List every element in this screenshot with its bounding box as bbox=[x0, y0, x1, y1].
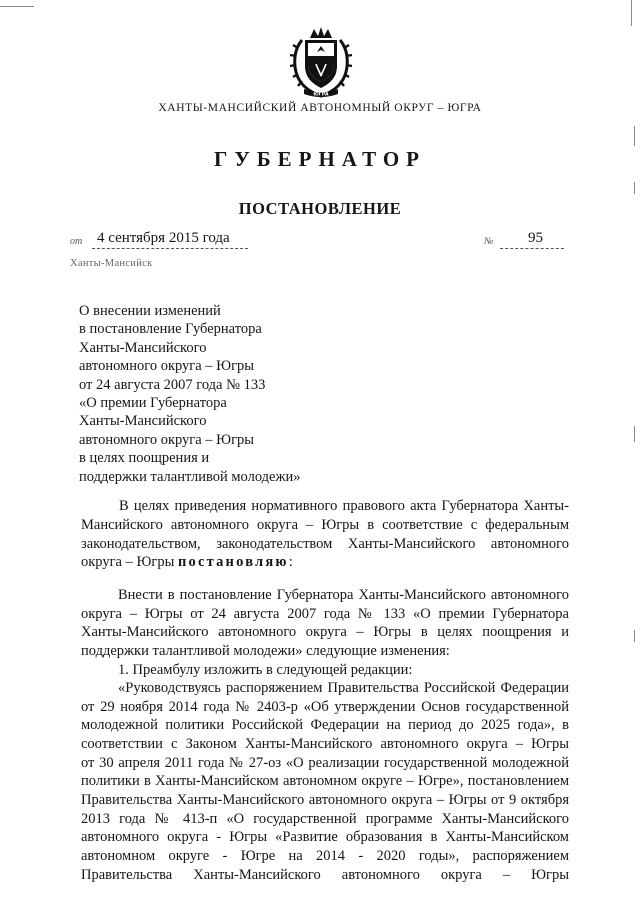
coat-of-arms-emblem bbox=[288, 26, 354, 100]
number-prefix: № bbox=[484, 236, 494, 247]
document-type: ПОСТАНОВЛЕНИЕ bbox=[238, 199, 402, 218]
emblem-ribbon-text: ЮГРА bbox=[313, 92, 329, 98]
scan-mark bbox=[631, 0, 632, 26]
body-line: поддержки талантливой молодежи» следующие изменения: bbox=[81, 642, 450, 659]
subject-line: Ханты-Мансийского bbox=[79, 339, 207, 356]
preamble-paragraph bbox=[81, 497, 569, 572]
preamble-text: В целях приведения нормативного правового акта Губернатора Ханты-Мансийского автономного округа – Югры в соответствие с федеральным законодательством, законодательством Ханты-Мансийского автономного округа – Югры bbox=[81, 498, 569, 571]
decree-subject bbox=[79, 302, 379, 486]
region-name: ХАНТЫ-МАНСИЙСКИЙ АВТОНОМНЫЙ ОКРУГ – ЮГРА bbox=[158, 102, 482, 114]
body-line: 1. Преамбулу изложить в следующей редакции: bbox=[118, 661, 413, 678]
subject-line: в постановление Губернатора bbox=[79, 321, 262, 338]
body-line: «Руководствуясь распоряжением Правительства Российской Федерации bbox=[118, 680, 569, 697]
subject-line: Ханты-Мансийского bbox=[79, 413, 207, 430]
date-prefix: от bbox=[70, 236, 83, 247]
subject-line: от 24 августа 2007 года № 133 bbox=[79, 376, 266, 393]
subject-line: О внесении изменений bbox=[79, 303, 221, 319]
body-line: Правительства Ханты-Мансийского автономного округа – Югры от 9 октября bbox=[81, 792, 569, 809]
scan-mark bbox=[634, 182, 635, 194]
body-line: от 30 апреля 2011 года № 27-оз «О реализации государственной молодежной bbox=[81, 754, 569, 771]
body-line: автономного округа - Югры «Развитие образования в Ханты-Мансийском bbox=[81, 829, 569, 846]
body-line: молодежной политики Российской Федерации на период до 2025 года», в bbox=[81, 717, 569, 734]
decree-date: 4 сентября 2015 года bbox=[97, 230, 230, 246]
subject-line: в целях поощрения и bbox=[79, 450, 210, 467]
body-line: Внести в постановление Губернатора Ханты-Мансийского автономного bbox=[118, 587, 569, 603]
body-line: округа – Югры от 24 августа 2007 года № 133 «О премии Губернатора bbox=[81, 605, 569, 622]
scan-mark bbox=[634, 426, 635, 442]
body-line: автономном округе - Югре на 2014 - 2020 годы», распоряжением bbox=[81, 847, 569, 864]
decree-body bbox=[81, 586, 569, 884]
number-underline bbox=[500, 248, 564, 249]
city-name: Ханты-Мансийск bbox=[70, 258, 153, 269]
body-line: политики в Ханты-Мансийском автономном округе – Югре», постановлением bbox=[81, 773, 569, 790]
authority-title: ГУБЕРНАТОР bbox=[213, 147, 427, 171]
body-line: 2013 года № 413-п «О государственной программе Ханты-Мансийского bbox=[81, 810, 569, 827]
resolve-colon: : bbox=[288, 554, 293, 571]
body-line: Правительства Ханты-Мансийского автономного округа – Югры bbox=[81, 866, 569, 883]
subject-line: поддержки талантливой молодежи» bbox=[79, 468, 301, 485]
subject-line: автономного округа – Югры bbox=[79, 431, 255, 448]
date-underline bbox=[92, 248, 248, 249]
scan-mark bbox=[634, 630, 635, 642]
decree-number: 95 bbox=[528, 230, 543, 246]
scan-mark bbox=[0, 6, 34, 7]
scan-mark bbox=[634, 126, 635, 146]
subject-line: автономного округа – Югры bbox=[79, 358, 255, 375]
body-line: Ханты-Мансийского автономного округа – Югры в целях поощрения и bbox=[81, 624, 569, 641]
subject-line: «О премии Губернатора bbox=[79, 395, 227, 412]
body-line: соответствии с Законом Ханты-Мансийского автономного округа – Югры bbox=[81, 736, 569, 753]
body-line: от 29 ноября 2014 года № 2403-р «Об утверждении Основ государственной bbox=[81, 698, 569, 715]
resolve-word: постановляю bbox=[177, 554, 289, 571]
